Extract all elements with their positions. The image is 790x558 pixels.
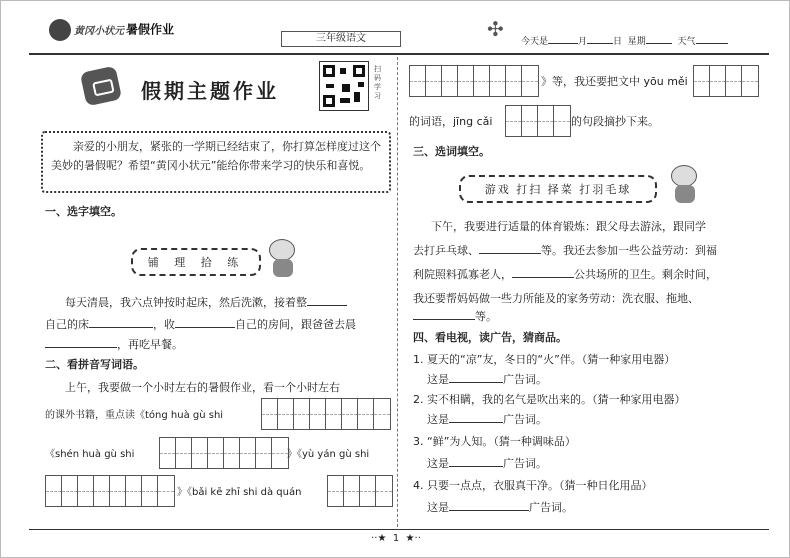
page-number: 1	[392, 533, 400, 544]
date-weather-label: 天气	[677, 37, 696, 47]
section-3-text-3a: 利院照料孤寡老人，	[413, 268, 512, 281]
right-top-line-2b: 的句段摘抄下来。	[571, 115, 659, 128]
section-3-line-1: 下午，我要进行适量的体育锻炼：跟父母去游泳，跟同学	[431, 220, 706, 233]
char-grid-tonghua[interactable]	[261, 398, 391, 430]
ad-answer-2	[427, 411, 547, 427]
answer-prefix: 这是	[427, 457, 449, 470]
answer-prefix: 这是	[427, 413, 449, 426]
answer-suffix: 广告词。	[503, 413, 547, 426]
section-4-title: 四、看电视，读广告，猜商品。	[413, 331, 567, 344]
section-2-title: 二、看拼音写词语。	[45, 358, 144, 371]
section-1-text-1: 每天清晨，我六点钟按时起床，然后洗漱，接着整	[65, 296, 307, 309]
ad-question-4: 4. 只要一点点，衣服真干净。（猜一种日化用品）	[413, 479, 653, 492]
footer-deco-right: ★··	[405, 533, 421, 544]
char-grid-youmei[interactable]	[693, 65, 759, 97]
qr-note: 扫码学习	[374, 65, 381, 100]
fill-blank[interactable]	[413, 308, 475, 320]
fill-blank[interactable]	[449, 455, 503, 467]
date-month-label: 月	[578, 37, 588, 47]
char-grid-baike-a[interactable]	[327, 475, 393, 507]
date-day-label: 日	[613, 37, 623, 47]
ad-question-2: 2. 实不相瞒，我的名气是吹出来的。（猜一种家用电器）	[413, 393, 686, 406]
footer-deco-left: ··★	[371, 533, 387, 544]
fill-blank[interactable]	[89, 316, 153, 328]
section-3-text-2a: 去打乒乓球、	[413, 244, 479, 257]
header-rule	[29, 53, 769, 55]
section-1-line-1	[65, 293, 395, 312]
qr-code[interactable]	[319, 61, 369, 111]
answer-prefix: 这是	[427, 373, 449, 386]
pinyin-tonghua: 的课外书籍，重点读《tóng huà gù shi	[45, 410, 224, 421]
grade-label: 三年级语文	[281, 31, 401, 47]
answer-prefix: 这是	[427, 501, 449, 514]
section-3-line-3	[413, 265, 773, 284]
day-blank[interactable]	[587, 35, 613, 44]
month-blank[interactable]	[548, 35, 578, 44]
fill-blank[interactable]	[449, 499, 529, 511]
section-3-wordbox: 游戏 打扫 择菜 打羽毛球	[459, 175, 657, 203]
ad-question-3: 3. “鲜”为人知。（猜一种调味品）	[413, 435, 576, 448]
weather-blank[interactable]	[696, 35, 728, 44]
windmill-icon: ✣	[487, 17, 504, 41]
ad-answer-3	[427, 455, 547, 471]
answer-suffix: 广告词。	[503, 373, 547, 386]
section-1-line-3	[45, 335, 395, 354]
right-top-line-1: 》等，我还要把文中 yōu měi	[541, 75, 688, 88]
fill-blank[interactable]	[449, 411, 503, 423]
ad-question-1: 1. 夏天的“凉”友，冬日的“火”伴。（猜一种家用电器）	[413, 353, 676, 366]
answer-suffix: 广告词。	[503, 457, 547, 470]
section-3-line-2	[413, 241, 773, 260]
book-badge-icon	[80, 66, 122, 107]
section-1-text-3: ，再吃早餐。	[117, 338, 183, 351]
section-3-title: 三、选词填空。	[413, 145, 490, 158]
char-grid-jingcai[interactable]	[505, 105, 571, 137]
section-3-line-4: 我还要帮妈妈做一些力所能及的家务劳动：洗衣服、拖地、	[413, 292, 699, 305]
pinyin-baike: 》《bǎi kē zhī shi dà quán	[177, 487, 302, 498]
right-top-line-2a: 的词语，jīng cǎi	[409, 115, 493, 128]
date-weather-line	[521, 34, 728, 47]
brand-title: 暑假作业	[126, 22, 175, 37]
ad-answer-1	[427, 371, 547, 387]
fill-blank[interactable]	[479, 242, 541, 254]
fill-blank[interactable]	[449, 371, 503, 383]
pinyin-shenhua: 《shén huà gù shi	[45, 449, 135, 460]
pinyin-yuyan: 》《yù yán gù shi	[287, 449, 370, 460]
sheep-mascot-icon	[263, 235, 303, 279]
section-1-text-2c: 自己的房间，跟爸爸去晨	[235, 318, 356, 331]
brand-logo	[49, 19, 174, 41]
section-3-text-5: 等。	[475, 310, 497, 323]
section-3-line-5	[413, 307, 773, 326]
theme-title: 假期主题作业	[141, 79, 279, 103]
answer-suffix: 广告词。	[529, 501, 573, 514]
section-2-line-1: 上午，我要做一个小时左右的暑假作业，看一个小时左右	[65, 381, 340, 394]
sheep-mascot-icon	[665, 161, 705, 205]
brand-prefix: 黄冈小状元	[74, 25, 124, 37]
ad-answer-4	[427, 499, 573, 515]
notice-box: 亲爱的小朋友，紧张的一学期已经结束了，你打算怎样度过这个美妙的暑假呢？希望“黄冈小状元”能给你带来学习的快乐和喜悦。	[41, 131, 391, 193]
section-3-text-3b: 公共场所的卫生。剩余时间，	[574, 268, 717, 281]
column-divider	[397, 57, 398, 527]
fill-blank[interactable]	[175, 316, 235, 328]
fill-blank[interactable]	[45, 336, 117, 348]
section-3-text-2b: 等。我还去参加一些公益劳动：到福	[541, 244, 717, 257]
section-1-text-2a: 自己的床	[45, 318, 89, 331]
date-week-label: 星期	[627, 37, 646, 47]
page-header	[1, 1, 790, 51]
footer-rule	[29, 529, 769, 530]
fill-blank[interactable]	[307, 294, 347, 306]
char-grid-baike-b[interactable]	[409, 65, 539, 97]
section-1-title: 一、选字填空。	[45, 205, 122, 218]
section-1-text-2b: ，收	[153, 318, 175, 331]
section-1-wordbox: 铺 理 拾 练	[131, 248, 261, 276]
week-blank[interactable]	[646, 35, 672, 44]
char-grid-yuyan[interactable]	[45, 475, 175, 507]
date-today-label: 今天是	[521, 37, 549, 47]
fill-blank[interactable]	[512, 266, 574, 278]
mascot-icon	[49, 19, 71, 41]
section-1-line-2	[45, 315, 395, 334]
char-grid-shenhua[interactable]	[159, 437, 289, 469]
page-footer	[1, 533, 790, 544]
